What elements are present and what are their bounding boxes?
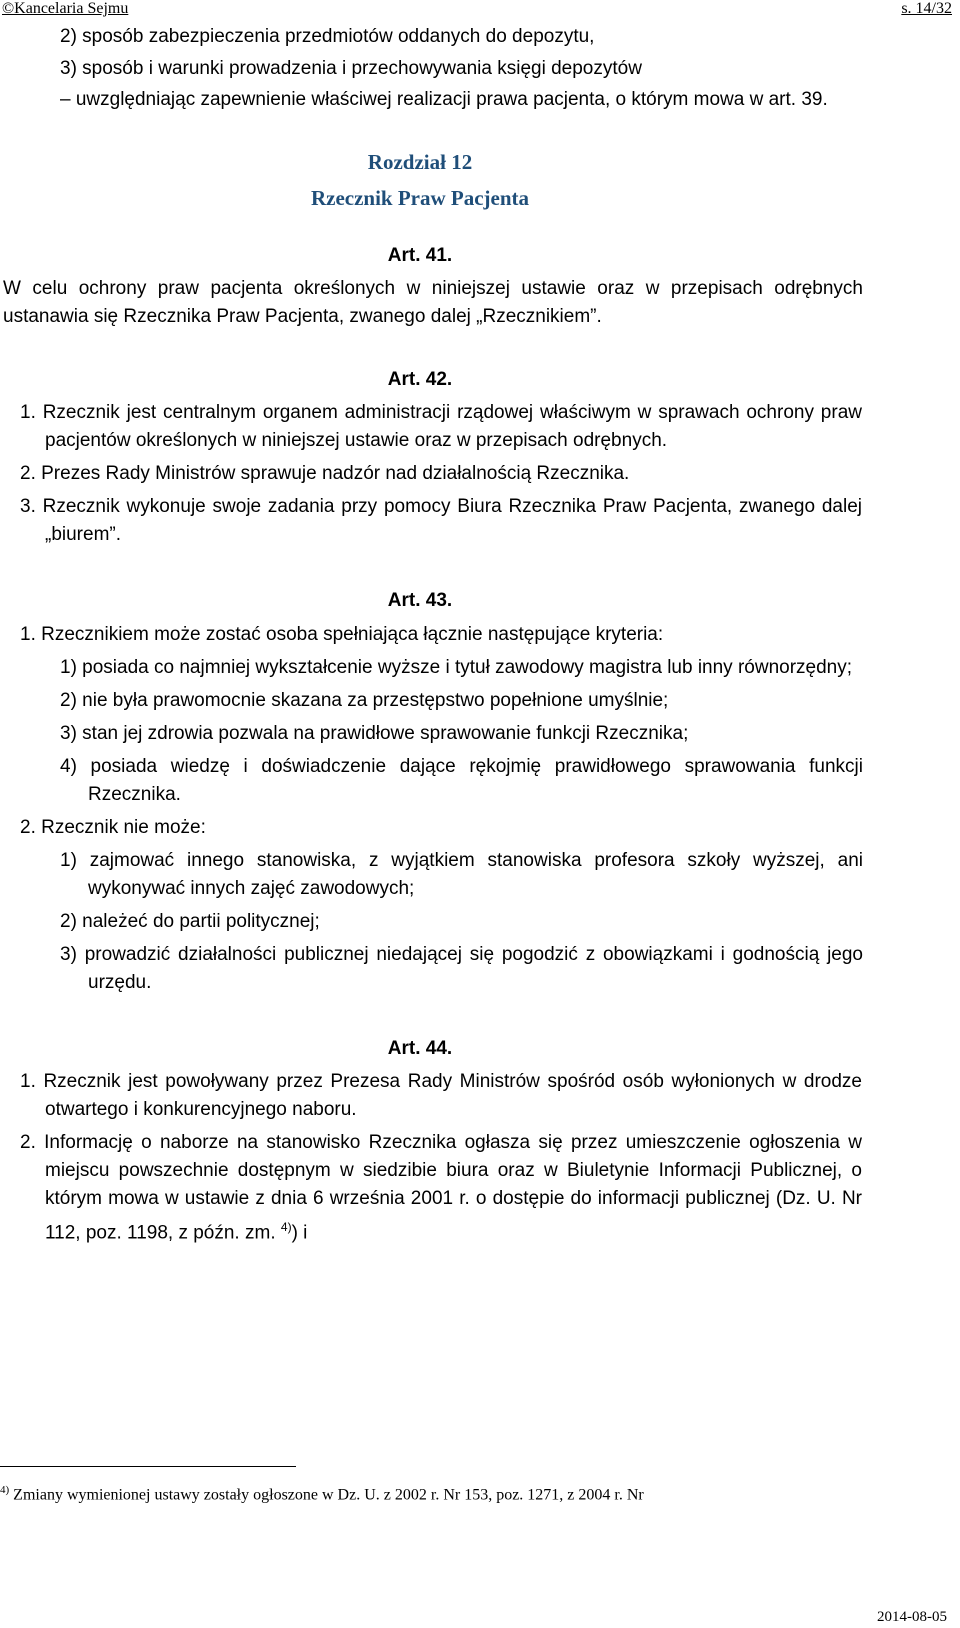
footnote-text: Zmiany wymienionej ustawy zostały ogłoszone w Dz. U. z 2002 r. Nr 153, poz. 1271, z 2004 r. Nr [9,1486,644,1504]
intro-conclusion: – uwzględniając zapewnienie właściwej realizacji prawa pacjenta, o którym mowa w art. 39. [60,89,828,110]
art-43-restriction-2: 2) należeć do partii politycznej; [60,911,320,932]
art-43-criterion-3: 3) stan jej zdrowia pozwala na prawidłowe sprawowanie funkcji Rzecznika; [60,723,689,744]
chapter-title: Rzecznik Praw Pacjenta [310,186,530,210]
art-44-para-2 [0,1129,960,1247]
art-42-para-1: 1. Rzecznik jest centralnym organem administracji rządowej właściwym w sprawach ochrony praw pacjentów określonych w niniejszej ustawie oraz w przepisach odrębnych. [20,402,862,451]
document-body [0,15,960,1247]
art-44-para-2-tail: ) i [291,1222,308,1244]
art-43-para-1: 1. Rzecznikiem może zostać osoba spełniająca łącznie następujące kryteria: [20,624,664,645]
intro-item-3: 3) sposób i warunki prowadzenia i przechowywania księgi depozytów [60,58,642,79]
art-43-criterion-4: 4) posiada wiedzę i doświadczenie dające rękojmię prawidłowego sprawowania funkcji Rzecznika. [60,756,863,805]
art-43-criterion-1: 1) posiada co najmniej wykształcenie wyższe i tytuł zawodowy magistra lub inny równorzędny; [60,657,853,678]
copyright-label: ©Kancelaria Sejmu [2,0,129,17]
art-43-restriction-1: 1) zajmować innego stanowiska, z wyjątkiem stanowiska profesora szkoły wyższej, ani wykonywać innych zajęć zawodowych; [60,850,863,899]
art-42-heading: Art. 42. [387,369,453,390]
intro-item-2: 2) sposób zabezpieczenia przedmiotów oddanych do depozytu, [60,26,595,47]
footnote-mark: 4) [0,1484,10,1496]
footnote-ref: 4) [280,1220,292,1234]
art-42-para-3: 3. Rzecznik wykonuje swoje zadania przy pomocy Biura Rzecznika Praw Pacjenta, zwanego dalej „biurem”. [20,496,862,545]
art-44-para-1: 1. Rzecznik jest powoływany przez Prezesa Rady Ministrów spośród osób wyłonionych w drodze otwartego i konkurencyjnego naboru. [20,1071,862,1120]
art-41-text: W celu ochrony praw pacjenta określonych w niniejszej ustawie oraz w przepisach odrębnych ustanawia się Rzecznika Praw Pacjenta, zwanego dalej „Rzecznikiem”. [3,278,863,327]
art-43-criterion-2: 2) nie była prawomocnie skazana za przestępstwo popełnione umyślnie; [60,690,669,711]
art-41-heading: Art. 41. [387,245,453,266]
footnote-separator [0,1466,296,1467]
art-43-para-2: 2. Rzecznik nie może: [20,817,206,838]
art-44-para-2-text: 2. Informację o naborze na stanowisko Rzecznika ogłasza się przez umieszczenie ogłoszenia w miejscu powszechnie dostępnym w siedzibie biura oraz w Biuletynie Informacji Publicznej, o którym mowa w ustawie z dnia 6 września 2001 r. o dostępie do informacji publicznej (Dz. U. Nr 112, poz. 1198, z późn. zm. [20,1132,862,1244]
art-43-restriction-3: 3) prowadzić działalności publicznej niedającej się pogodzić z obowiązkami i godnością jego urzędu. [60,944,863,993]
chapter-number: Rozdział 12 [367,150,473,174]
art-42-para-2: 2. Prezes Rady Ministrów sprawuje nadzór nad działalnością Rzecznika. [20,463,630,484]
page-number: s. 14/32 [901,0,952,17]
art-44-heading: Art. 44. [387,1038,453,1059]
footnote [0,1480,880,1505]
art-43-heading: Art. 43. [387,590,453,611]
footer-date: 2014-08-05 [877,1609,947,1625]
